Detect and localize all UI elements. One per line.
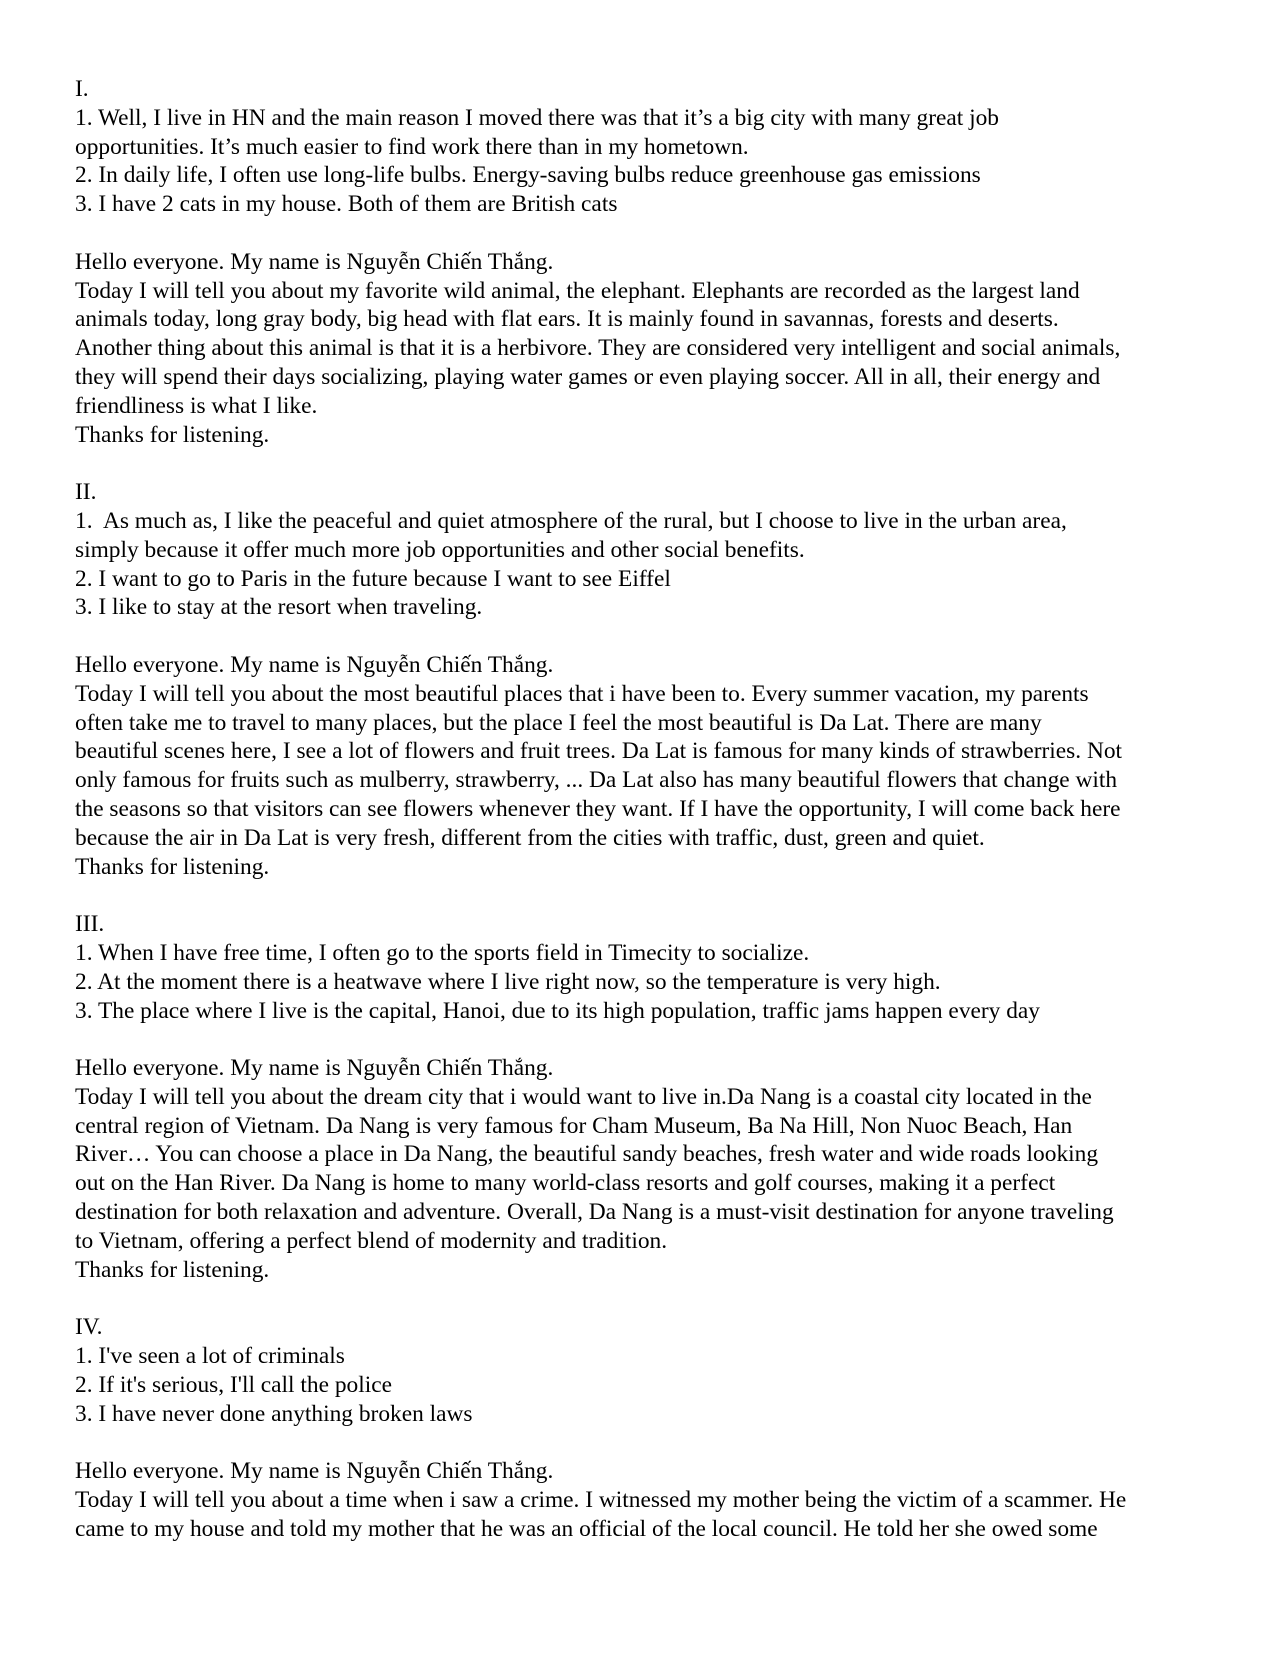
blank-line (75, 449, 1210, 478)
talk-body-line: the seasons so that visitors can see flowers whenever they want. If I have the opportunity, I will come back here (75, 795, 1121, 822)
talk-greeting: Hello everyone. My name is Nguyễn Chiến Thắng. (75, 1458, 554, 1485)
answer-1 (75, 104, 1210, 162)
answer-line: simply because it offer much more job opportunities and other social benefits. (75, 536, 805, 563)
answer-1: 1. I've seen a lot of criminals (75, 1343, 345, 1370)
answer-1 (75, 507, 1210, 565)
talk-greeting: Hello everyone. My name is Nguyễn Chiến Thắng. (75, 651, 554, 678)
talk-closing: Thanks for listening. (75, 1256, 270, 1283)
talk-closing: Thanks for listening. (75, 853, 270, 880)
talk-body-line: central region of Vietnam. Da Nang is very famous for Cham Museum, Ba Na Hill, Non Nuoc Beach, Han (75, 1112, 1073, 1139)
answer-2: 2. I want to go to Paris in the future because I want to see Eiffel (75, 565, 671, 592)
talk (75, 1457, 1210, 1543)
answer-2: 2. If it's serious, I'll call the police (75, 1371, 392, 1398)
section-1 (75, 75, 1210, 478)
talk-body-line: friendliness is what I like. (75, 392, 318, 419)
talk (75, 1054, 1210, 1284)
blank-line (75, 622, 1210, 651)
section-heading: II. (75, 479, 97, 506)
answer-2: 2. In daily life, I often use long-life bulbs. Energy-saving bulbs reduce greenhouse gas emissions (75, 162, 981, 189)
section-3 (75, 910, 1210, 1313)
blank-line (75, 1428, 1210, 1457)
answer-3: 3. I have never done anything broken laws (75, 1400, 473, 1427)
blank-line (75, 219, 1210, 248)
section-heading: IV. (75, 1314, 103, 1341)
section-2 (75, 478, 1210, 910)
talk (75, 248, 1210, 450)
answer-3: 3. I have 2 cats in my house. Both of them are British cats (75, 191, 618, 218)
blank-line (75, 1025, 1210, 1054)
talk-greeting: Hello everyone. My name is Nguyễn Chiến Thắng. (75, 1055, 554, 1082)
talk-body-line: destination for both relaxation and adventure. Overall, Da Nang is a must-visit destination for anyone traveling (75, 1199, 1114, 1226)
talk-body-line: to Vietnam, offering a perfect blend of modernity and tradition. (75, 1227, 668, 1254)
talk-body-line: Today I will tell you about a time when i saw a crime. I witnessed my mother being the victim of a scammer. He (75, 1487, 1127, 1514)
talk-body-line: Today I will tell you about the dream city that i would want to live in.Da Nang is a coastal city located in the (75, 1083, 1092, 1110)
talk-greeting: Hello everyone. My name is Nguyễn Chiến Thắng. (75, 248, 554, 275)
document-page (75, 75, 1210, 1544)
talk-body-line: Another thing about this animal is that it is a herbivore. They are considered very intelligent and social animals, (75, 335, 1121, 362)
answer-3: 3. The place where I live is the capital, Hanoi, due to its high population, traffic jams happen every day (75, 997, 1041, 1024)
answer-3: 3. I like to stay at the resort when traveling. (75, 594, 483, 621)
talk-body-line: only famous for fruits such as mulberry, strawberry, ... Da Lat also has many beautiful flowers that change with (75, 767, 1118, 794)
section-heading: III. (75, 911, 105, 938)
section-4 (75, 1313, 1210, 1543)
talk-body-line: out on the Han River. Da Nang is home to many world-class resorts and golf courses, making it a perfect (75, 1170, 1056, 1197)
talk-body-line: because the air in Da Lat is very fresh, different from the cities with traffic, dust, green and quiet. (75, 824, 985, 851)
answer-line: 1. As much as, I like the peaceful and quiet atmosphere of the rural, but I choose to live in the urban area, (75, 507, 1067, 534)
answer-1: 1. When I have free time, I often go to the sports field in Timecity to socialize. (75, 939, 810, 966)
talk-body-line: animals today, long gray body, big head with flat ears. It is mainly found in savannas, forests and deserts. (75, 306, 1059, 333)
answer-2: 2. At the moment there is a heatwave where I live right now, so the temperature is very high. (75, 968, 941, 995)
blank-line (75, 881, 1210, 910)
talk-body-line: River… You can choose a place in Da Nang, the beautiful sandy beaches, fresh water and wide roads looking (75, 1141, 1099, 1168)
talk-body-line: often take me to travel to many places, but the place I feel the most beautiful is Da Lat. There are many (75, 709, 1042, 736)
talk-body-line: came to my house and told my mother that he was an official of the local council. He told her she owed some (75, 1515, 1098, 1542)
section-heading: I. (75, 76, 89, 102)
talk-closing: Thanks for listening. (75, 421, 270, 448)
answer-line: 1. Well, I live in HN and the main reason I moved there was that it’s a big city with many great job (75, 104, 999, 131)
blank-line (75, 1284, 1210, 1313)
talk-body-line: they will spend their days socializing, playing water games or even playing soccer. All in all, their energy and (75, 363, 1101, 390)
answer-line: opportunities. It’s much easier to find work there than in my hometown. (75, 133, 749, 160)
talk (75, 651, 1210, 881)
talk-body-line: Today I will tell you about the most beautiful places that i have been to. Every summer vacation, my parents (75, 680, 1089, 707)
talk-body-line: beautiful scenes here, I see a lot of flowers and fruit trees. Da Lat is famous for many kinds of strawberries. Not (75, 738, 1123, 765)
talk-body-line: Today I will tell you about my favorite wild animal, the elephant. Elephants are recorded as the largest land (75, 277, 1080, 304)
